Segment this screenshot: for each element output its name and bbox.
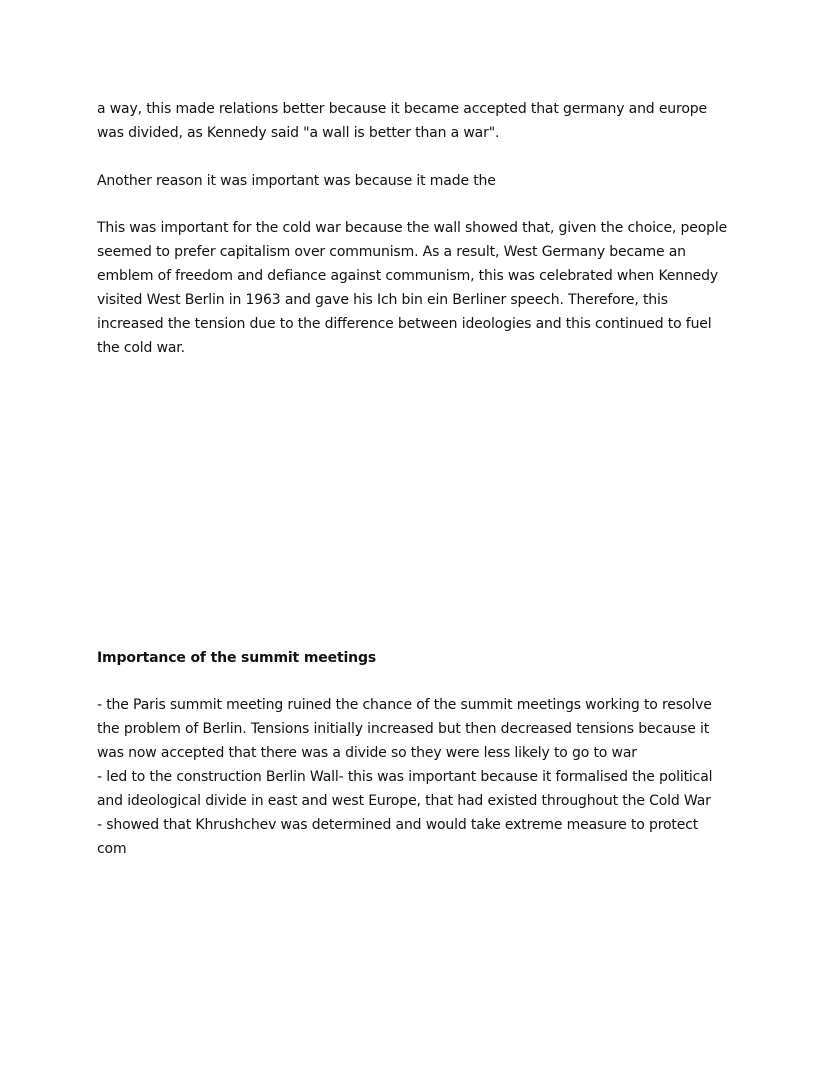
paragraph-3-line-2: seemed to prefer capitalism over communism. As a result, West Germany became an [97, 244, 686, 260]
paragraph-3-line-6: the cold war. [97, 340, 185, 356]
paragraph-4-line-4: - led to the construction Berlin Wall- this was important because it formalised the political [97, 769, 713, 785]
paragraph-3-line-4: visited West Berlin in 1963 and gave his Ich bin ein Berliner speech. Therefore, this [97, 292, 668, 308]
paragraph-3-line-5: increased the tension due to the difference between ideologies and this continued to fuel [97, 316, 712, 332]
paragraph-1-line-1: a way, this made relations better because it became accepted that germany and europe [97, 101, 707, 117]
paragraph-4-line-5: and ideological divide in east and west Europe, that had existed throughout the Cold War [97, 793, 711, 809]
paragraph-4-line-2: the problem of Berlin. Tensions initially increased but then decreased tensions because it [97, 721, 710, 737]
section-heading: Importance of the summit meetings [97, 650, 377, 666]
paragraph-4-line-1: - the Paris summit meeting ruined the chance of the summit meetings working to resolve [97, 697, 712, 713]
paragraph-1-line-2: was divided, as Kennedy said "a wall is better than a war". [97, 125, 500, 141]
paragraph-4-line-3: was now accepted that there was a divide so they were less likely to go to war [97, 745, 637, 761]
paragraph-3-line-3: emblem of freedom and defiance against communism, this was celebrated when Kennedy [97, 268, 719, 284]
paragraph-2-line-1: Another reason it was important was because it made the [97, 173, 496, 189]
paragraph-3-line-1: This was important for the cold war because the wall showed that, given the choice, people [97, 220, 728, 236]
paragraph-4-line-6: - showed that Khrushchev was determined and would take extreme measure to protect [97, 817, 699, 833]
paragraph-4-line-7: com [97, 841, 127, 857]
